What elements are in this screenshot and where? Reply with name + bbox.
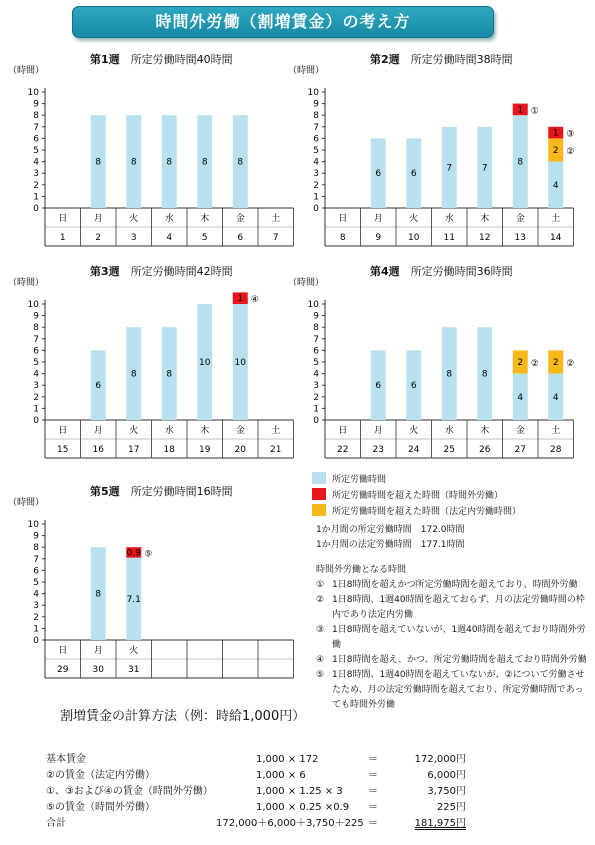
day-label: 火 [409, 426, 419, 436]
date-label: 17 [128, 445, 140, 455]
y-axis-unit: （時間） [8, 66, 45, 76]
bar-base-label: 8 [201, 157, 208, 168]
bar-legal-label: 2 [552, 146, 559, 156]
week1-title: 第1週 所定労働時間40時間 [90, 53, 233, 66]
y-tick-label: 8 [313, 323, 319, 334]
legend-swatch [312, 488, 326, 500]
y-tick-label: 5 [313, 358, 319, 368]
y-tick-label: 6 [313, 134, 319, 145]
day-label: 金 [515, 214, 525, 224]
date-label: 22 [337, 445, 349, 455]
date-label: 18 [163, 445, 175, 455]
marker-label: ④ [250, 295, 259, 306]
date-label: 23 [372, 445, 384, 455]
date-label: 7 [272, 233, 279, 243]
y-tick-label: 0 [33, 204, 39, 214]
y-tick-label: 2 [33, 180, 39, 191]
y-tick-label: 0 [33, 416, 39, 426]
note-item: ⑤ 1日8時間、1週40時間を超えていないが、②について労働させたため、月の法定労働時間を超えており、所定労働時間であっても時間外労働 [316, 670, 585, 710]
bar-base-label: 8 [130, 369, 137, 380]
y-tick-label: 2 [313, 392, 319, 403]
date-label: 3 [130, 233, 137, 243]
notes-title: 時間外労働となる時間 [316, 565, 407, 575]
calc-row: 基本賃金 1,000 × 172 ＝ 172,000円 [46, 754, 466, 765]
day-label: 火 [409, 214, 419, 224]
bar-legal-label: 2 [552, 358, 559, 368]
date-label: 6 [237, 233, 244, 243]
bar-base-label: 6 [410, 169, 417, 180]
legend [312, 470, 521, 518]
week5-title: 第5週 所定労働時間16時間 [90, 485, 233, 498]
day-label: 火 [129, 646, 139, 656]
date-label: 4 [166, 233, 173, 243]
week5-chart [0, 496, 300, 695]
calc-row: 合計 172,000＋6,000＋3,750＋225 ＝ 181,975円 [46, 818, 466, 829]
date-label: 24 [408, 445, 420, 455]
bar-base-label: 8 [237, 157, 244, 168]
day-label: 金 [235, 214, 245, 224]
y-tick-label: 3 [33, 169, 39, 180]
y-tick-label: 4 [33, 157, 39, 168]
bar-base-label: 8 [95, 589, 102, 600]
date-label: 5 [201, 233, 208, 243]
week2-chart [280, 64, 590, 263]
marker-label: ③ [566, 129, 575, 140]
day-label: 月 [93, 214, 103, 224]
y-tick-label: 2 [33, 392, 39, 403]
day-label: 木 [200, 214, 210, 224]
bar-base-label: 6 [375, 381, 382, 392]
bar-base-label: 8 [481, 369, 488, 380]
y-tick-label: 5 [33, 358, 39, 368]
bar-base-label: 6 [95, 381, 102, 392]
bar-base-label: 4 [517, 392, 524, 403]
y-tick-label: 0 [313, 204, 319, 214]
note-item: ③ 1日8時間を超えていないが、1週40時間を超えており時間外労働 [316, 625, 586, 650]
y-tick-label: 7 [33, 122, 39, 133]
y-tick-label: 3 [313, 381, 319, 392]
y-tick-label: 3 [33, 381, 39, 392]
y-tick-label: 5 [33, 578, 39, 588]
note-item: ① 1日8時間を超えかつ所定労働時間を超えており、時間外労働 [316, 580, 578, 590]
calc-row: ①、③および④の賃金（時間外労働） 1,000 × 1.25 × 3 ＝ 3,750円 [46, 786, 466, 797]
date-label: 14 [550, 233, 562, 243]
day-label: 金 [515, 426, 525, 436]
day-label: 月 [373, 214, 383, 224]
bar-base-label: 7.1 [126, 594, 141, 605]
bar-overtime-label: 1 [237, 294, 244, 305]
y-tick-label: 9 [33, 531, 39, 542]
date-label: 27 [514, 445, 526, 455]
marker-label: ② [566, 147, 575, 157]
legend-swatch [312, 472, 326, 484]
y-tick-label: 4 [33, 369, 39, 380]
y-axis-unit: （時間） [288, 278, 325, 288]
y-tick-label: 10 [307, 88, 319, 98]
date-label: 29 [57, 665, 69, 675]
date-label: 12 [479, 233, 491, 243]
date-label: 1 [59, 233, 66, 243]
day-label: 土 [551, 426, 561, 436]
y-tick-label: 6 [33, 134, 39, 145]
bar-base-label: 8 [166, 157, 173, 168]
week4-title: 第4週 所定労働時間36時間 [370, 265, 513, 278]
calc-table [46, 752, 466, 832]
day-label: 日 [58, 426, 68, 436]
y-tick-label: 7 [33, 554, 39, 565]
y-tick-label: 9 [313, 99, 319, 110]
date-label: 25 [443, 445, 455, 455]
day-label: 水 [444, 214, 454, 224]
bar-base-label: 6 [410, 381, 417, 392]
date-label: 20 [234, 445, 246, 455]
y-tick-label: 5 [33, 146, 39, 156]
day-label: 月 [373, 426, 383, 436]
marker-label: ⑤ [144, 549, 153, 560]
y-tick-label: 10 [307, 300, 319, 310]
y-tick-label: 6 [313, 346, 319, 357]
day-label: 土 [271, 426, 281, 436]
y-axis-unit: （時間） [8, 278, 45, 288]
day-label: 火 [129, 214, 139, 224]
bar-base-label: 7 [446, 163, 453, 174]
day-label: 日 [58, 214, 68, 224]
bar-base-label: 8 [517, 157, 524, 168]
y-tick-label: 7 [313, 122, 319, 133]
y-tick-label: 9 [33, 99, 39, 110]
bar-overtime-label: 0.9 [126, 548, 141, 559]
y-tick-label: 4 [313, 369, 319, 380]
y-tick-label: 8 [313, 111, 319, 122]
week4-chart [280, 276, 590, 475]
date-label: 9 [375, 233, 382, 243]
y-tick-label: 9 [313, 311, 319, 322]
legend-item: 所定労働時間を超えた時間（法定内労働時間） [312, 502, 521, 518]
bar-base-label: 6 [375, 169, 382, 180]
day-label: 木 [480, 214, 490, 224]
bar-base-label: 10 [234, 358, 246, 368]
calc-row: ⑤の賃金（時間外労働） 1,000 × 0.25 ×0.9 ＝ 225円 [46, 802, 466, 813]
overtime-notes [316, 563, 588, 713]
week3-chart [0, 276, 300, 475]
bar-base-label: 10 [199, 358, 211, 368]
date-label: 31 [128, 665, 140, 675]
y-tick-label: 10 [27, 300, 39, 310]
y-tick-label: 3 [313, 169, 319, 180]
bar-base-label: 8 [166, 369, 173, 380]
y-tick-label: 8 [33, 111, 39, 122]
date-label: 26 [479, 445, 491, 455]
week1-chart [0, 64, 300, 263]
bar-base-label: 4 [552, 180, 559, 191]
y-tick-label: 1 [313, 192, 319, 203]
y-tick-label: 7 [313, 334, 319, 345]
day-label: 土 [271, 214, 281, 224]
bar-base-label: 8 [446, 369, 453, 380]
y-tick-label: 6 [33, 566, 39, 577]
bar-base-label: 7 [481, 163, 488, 174]
day-label: 火 [129, 426, 139, 436]
day-label: 土 [551, 214, 561, 224]
bar-legal-label: 2 [517, 358, 524, 368]
day-label: 月 [93, 426, 103, 436]
date-label: 10 [408, 233, 420, 243]
page-title: 時間外労働（割増賃金）の考え方 [72, 6, 494, 38]
day-label: 日 [338, 426, 348, 436]
date-label: 16 [92, 445, 104, 455]
date-label: 13 [514, 233, 526, 243]
y-tick-label: 2 [313, 180, 319, 191]
day-label: 木 [480, 426, 490, 436]
y-tick-label: 6 [33, 346, 39, 357]
y-tick-label: 2 [33, 612, 39, 623]
note-item: ④ 1日8時間を超え、かつ、所定労働時間を超えており時間外労働 [316, 655, 587, 665]
date-label: 8 [339, 233, 346, 243]
day-label: 水 [444, 426, 454, 436]
y-tick-label: 1 [33, 624, 39, 635]
y-axis-unit: （時間） [288, 66, 325, 76]
marker-label: ② [530, 359, 539, 369]
y-tick-label: 8 [33, 323, 39, 334]
day-label: 日 [58, 646, 68, 656]
y-tick-label: 1 [313, 404, 319, 415]
y-tick-label: 7 [33, 334, 39, 345]
y-tick-label: 5 [313, 146, 319, 156]
week3-title: 第3週 所定労働時間42時間 [90, 265, 233, 278]
y-tick-label: 10 [27, 88, 39, 98]
date-label: 11 [443, 233, 455, 243]
bar-base-label: 4 [552, 392, 559, 403]
date-label: 19 [199, 445, 211, 455]
legend-swatch [312, 504, 326, 516]
day-label: 月 [93, 646, 103, 656]
day-label: 水 [164, 214, 174, 224]
date-label: 30 [92, 665, 104, 675]
y-tick-label: 9 [33, 311, 39, 322]
y-tick-label: 0 [33, 636, 39, 646]
week2-title: 第2週 所定労働時間38時間 [370, 53, 513, 66]
day-label: 日 [338, 214, 348, 224]
date-label: 21 [270, 445, 282, 455]
marker-label: ② [566, 359, 575, 369]
date-label: 2 [95, 233, 102, 243]
legend-item: 所定労働時間を超えた時間（時間外労働） [312, 486, 521, 502]
y-tick-label: 4 [33, 589, 39, 600]
y-tick-label: 8 [33, 543, 39, 554]
legend-item: 所定労働時間 [312, 470, 521, 486]
y-tick-label: 1 [33, 192, 39, 203]
y-tick-label: 3 [33, 601, 39, 612]
bar-overtime-label: 1 [517, 105, 524, 116]
calc-title: 割増賃金の計算方法（例：時給1,000円） [60, 709, 306, 724]
y-tick-label: 10 [27, 520, 39, 530]
day-label: 水 [164, 426, 174, 436]
marker-label: ① [530, 106, 539, 117]
y-tick-label: 0 [313, 416, 319, 426]
note-item: ② 1日8時間、1週40時間を超えておらず、月の法定労働時間の枠内であり法定内労働 [316, 595, 585, 620]
y-tick-label: 4 [313, 157, 319, 168]
y-tick-label: 1 [33, 404, 39, 415]
day-label: 金 [235, 426, 245, 436]
calc-row: ②の賃金（法定内労働） 1,000 × 6 ＝ 6,000円 [46, 770, 466, 781]
bar-overtime-label: 1 [552, 128, 559, 139]
day-label: 木 [200, 426, 210, 436]
date-label: 28 [550, 445, 562, 455]
bar-base-label: 8 [95, 157, 102, 168]
monthly-hours: 1か月間の所定労働時間 172.0時間 1か月間の法定労働時間 177.1時間 [316, 525, 465, 550]
bar-base-label: 8 [130, 157, 137, 168]
y-axis-unit: （時間） [8, 498, 45, 508]
date-label: 15 [57, 445, 69, 455]
